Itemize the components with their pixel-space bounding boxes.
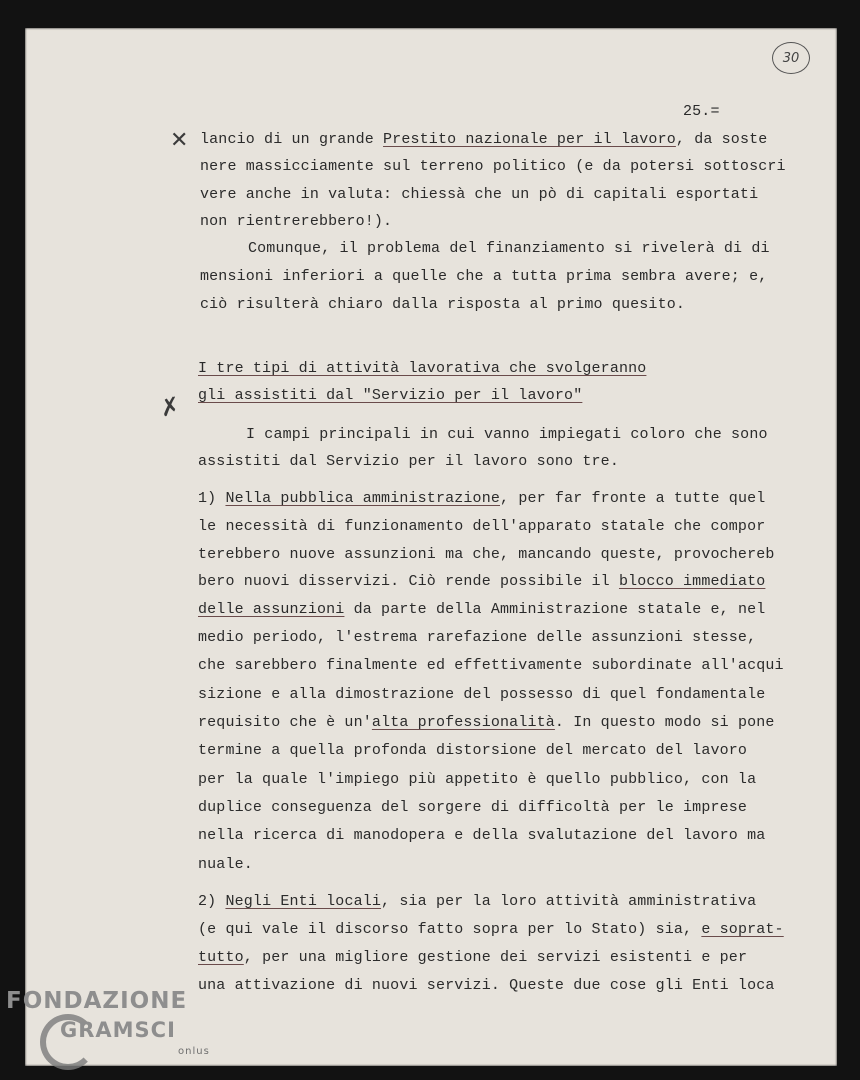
- intro-line2: assistiti dal Servizio per il lavoro sono tre.: [198, 453, 619, 470]
- page-number: 25.=: [683, 103, 720, 120]
- item1-line10: termine a quella profonda distorsione del mercato del lavoro: [198, 742, 748, 759]
- item1-line11: per la quale l'impiego più appetito è quello pubblico, con la: [198, 771, 757, 788]
- item2-line2: (e qui vale il discorso fatto sopra per lo Stato) sia, e soprat-: [198, 921, 784, 938]
- item1-line12: duplice conseguenza del sorgere di difficoltà per le imprese: [198, 799, 748, 816]
- logo-line3: onlus: [178, 1046, 210, 1057]
- fondazione-gramsci-logo: [6, 988, 210, 1057]
- item2-line1: 2) Negli Enti locali, sia per la loro attività amministrativa: [198, 893, 757, 910]
- item2-line3: tutto, per una migliore gestione dei servizi esistenti e per: [198, 949, 748, 966]
- archive-page-number: 30: [772, 42, 810, 74]
- item1-line9: requisito che è un'alta professionalità. In questo modo si pone: [198, 714, 775, 731]
- section-heading-line1: I tre tipi di attività lavorativa che svolgeranno: [198, 360, 647, 377]
- item1-line4: bero nuovi disservizi. Ciò rende possibile il blocco immediato: [198, 573, 766, 590]
- item2-line4: una attivazione di nuovi servizi. Queste due cose gli Enti loca: [198, 977, 775, 994]
- paragraph2-line3: ciò risulterà chiaro dalla risposta al primo quesito.: [200, 296, 686, 313]
- item1-line6: medio periodo, l'estrema rarefazione delle assunzioni stesse,: [198, 629, 757, 646]
- logo-line2: GRAMSCI: [60, 1018, 176, 1042]
- item1-line1: 1) Nella pubblica amministrazione, per far fronte a tutte quel: [198, 490, 766, 507]
- item1-line3: terebbero nuove assunzioni ma che, mancando queste, provochereb: [198, 546, 775, 563]
- handwritten-x-mark: ✕: [170, 128, 189, 153]
- item1-line2: le necessità di funzionamento dell'apparato statale che compor: [198, 518, 766, 535]
- item1-line7: che sarebbero finalmente ed effettivamente subordinate all'acqui: [198, 657, 784, 674]
- item1-line8: sizione e alla dimostrazione del possesso di quel fondamentale: [198, 686, 766, 703]
- paragraph1-line2: nere massicciamente sul terreno politico (e da potersi sottoscri: [200, 158, 786, 175]
- paragraph2-line2: mensioni inferiori a quelle che a tutta prima sembra avere; e,: [200, 268, 768, 285]
- paragraph2-line1: Comunque, il problema del finanziamento si rivelerà di di: [248, 240, 770, 257]
- section-heading-line2: gli assistiti dal "Servizio per il lavoro": [198, 387, 583, 404]
- item1-line13: nella ricerca di manodopera e della svalutazione del lavoro ma: [198, 827, 766, 844]
- paragraph1-line1: lancio di un grande Prestito nazionale per il lavoro, da soste: [200, 131, 768, 148]
- logo-line1: FONDAZIONE: [6, 988, 188, 1014]
- item1-line5: delle assunzioni da parte della Amministrazione statale e, nel: [198, 601, 766, 618]
- handwritten-x-mark: ✗: [157, 391, 183, 423]
- item1-line14: nuale.: [198, 856, 253, 873]
- paragraph1-line3: vere anche in valuta: chiessà che un pò di capitali esportati: [200, 186, 759, 203]
- intro-line1: I campi principali in cui vanno impiegati coloro che sono: [246, 426, 768, 443]
- paragraph1-line4: non rientrerebbero!).: [200, 213, 393, 230]
